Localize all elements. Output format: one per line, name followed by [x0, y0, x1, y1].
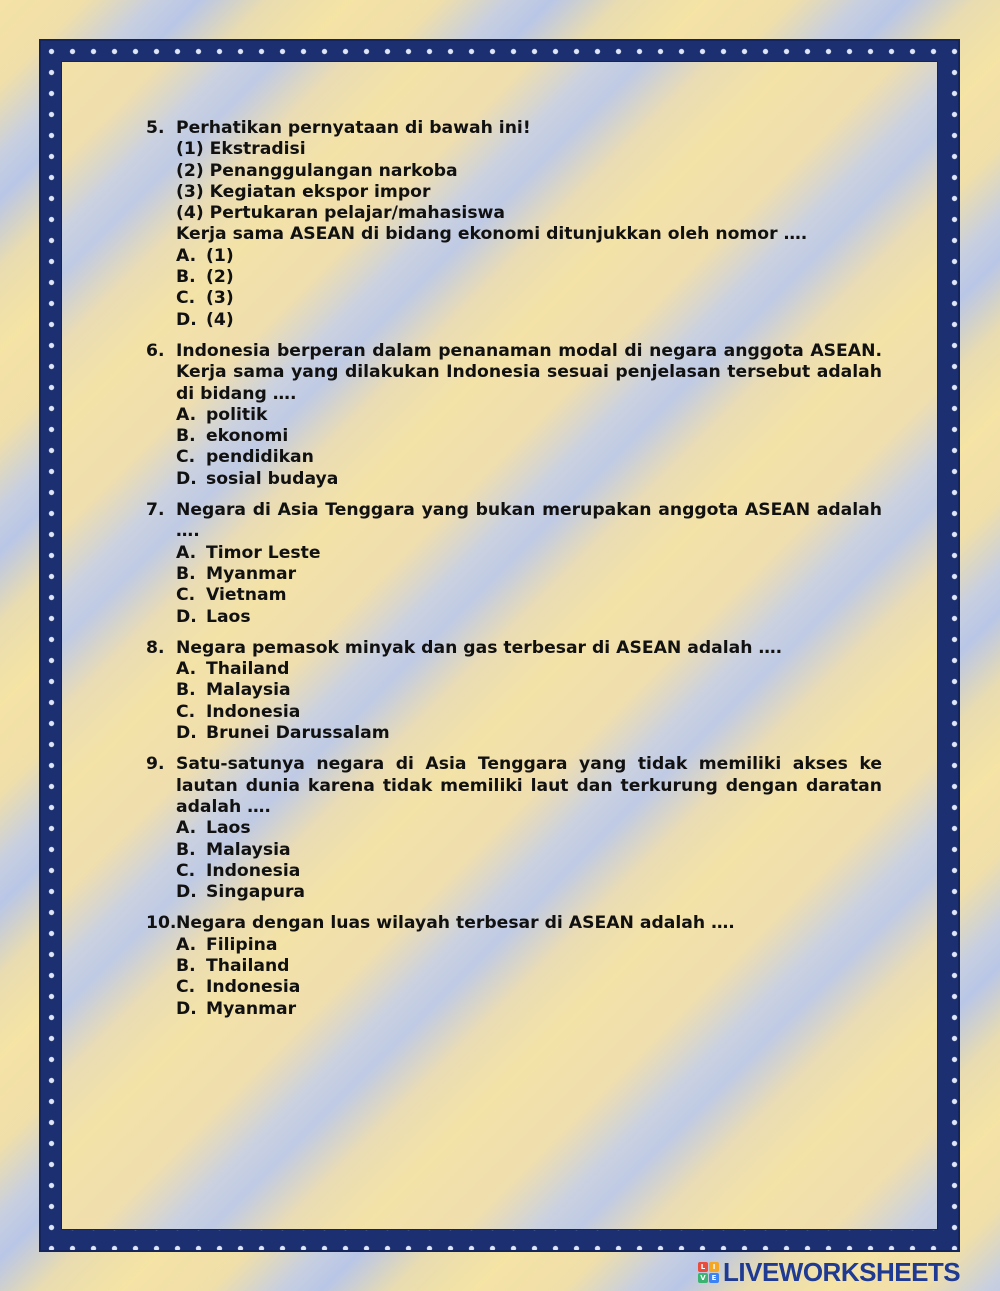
answer-option[interactable] — [176, 447, 882, 468]
option-text: Myanmar — [206, 998, 297, 1019]
answer-option[interactable] — [176, 246, 882, 267]
option-text: Brunei Darussalam — [206, 723, 390, 744]
question-stem — [176, 118, 882, 246]
option-letter: C. — [176, 288, 196, 309]
question-stem-line: Indonesia berperan dalam penanaman modal di negara anggota ASEAN. Kerja sama yang dilakukan Indonesia sesuai penjelasan tersebut adalah di bidang …. — [176, 340, 882, 404]
question-8 — [146, 638, 882, 744]
question-9 — [146, 754, 882, 903]
question-stem — [176, 500, 882, 543]
option-text: Malaysia — [206, 839, 291, 860]
question-body — [176, 500, 882, 628]
question-5 — [146, 118, 882, 331]
answer-option[interactable] — [176, 659, 882, 680]
question-stem-line: Negara di Asia Tenggara yang bukan merupakan anggota ASEAN adalah …. — [176, 500, 882, 542]
option-text: sosial budaya — [206, 468, 339, 489]
option-letter: A. — [176, 542, 197, 563]
option-letter: D. — [176, 606, 197, 627]
logo-icon-letter: E — [709, 1273, 719, 1283]
question-body — [176, 754, 882, 903]
option-text: (4) — [206, 309, 234, 330]
answer-options — [176, 405, 882, 490]
answer-option[interactable] — [176, 977, 882, 998]
option-text: Myanmar — [206, 563, 297, 584]
question-6 — [146, 341, 882, 490]
question-list — [146, 118, 882, 1030]
question-stem-line: Perhatikan pernyataan di bawah ini! — [176, 118, 531, 138]
option-letter: B. — [176, 680, 196, 701]
answer-option[interactable] — [176, 818, 882, 839]
answer-options — [176, 659, 882, 744]
option-text: Vietnam — [206, 585, 287, 606]
question-stem-line: Negara dengan luas wilayah terbesar di ASEAN adalah …. — [176, 913, 735, 934]
option-text: Laos — [206, 606, 251, 627]
option-letter: A. — [176, 818, 197, 839]
question-stem-line: Kerja sama ASEAN di bidang ekonomi ditunjukkan oleh nomor …. — [176, 224, 808, 245]
option-text: Thailand — [206, 659, 290, 680]
question-stem — [176, 913, 882, 934]
question-number: 10. — [146, 913, 177, 934]
option-letter: B. — [176, 426, 196, 447]
option-text: Thailand — [206, 955, 290, 976]
option-text: Laos — [206, 818, 251, 839]
option-letter: A. — [176, 404, 197, 425]
logo-text: LIVEWORKSHEETS — [723, 1257, 961, 1287]
question-number: 6. — [146, 340, 165, 361]
option-text: ekonomi — [206, 426, 289, 447]
option-text: Indonesia — [206, 977, 301, 998]
question-body — [176, 118, 882, 331]
answer-option[interactable] — [176, 607, 882, 628]
option-text: politik — [206, 404, 268, 425]
question-body — [176, 638, 882, 744]
option-letter: C. — [176, 701, 196, 722]
answer-option[interactable] — [176, 267, 882, 288]
option-letter: A. — [176, 934, 197, 955]
option-letter: B. — [176, 267, 196, 288]
question-stem-line: (4) Pertukaran pelajar/mahasiswa — [176, 203, 506, 224]
question-number: 5. — [146, 118, 165, 138]
answer-option[interactable] — [176, 935, 882, 956]
option-letter: D. — [176, 309, 197, 330]
question-number: 7. — [146, 500, 165, 521]
option-letter: D. — [176, 882, 197, 903]
answer-option[interactable] — [176, 956, 882, 977]
question-body — [176, 341, 882, 490]
answer-option[interactable] — [176, 861, 882, 882]
option-letter: B. — [176, 839, 196, 860]
option-letter: D. — [176, 723, 197, 744]
question-stem-line: (3) Kegiatan ekspor impor — [176, 181, 431, 202]
answer-option[interactable] — [176, 469, 882, 490]
option-text: Indonesia — [206, 701, 301, 722]
question-stem-line: (1) Ekstradisi — [176, 139, 306, 160]
answer-option[interactable] — [176, 680, 882, 701]
logo-icon-letter: V — [698, 1273, 708, 1283]
answer-option[interactable] — [176, 702, 882, 723]
option-text: (1) — [206, 245, 234, 266]
question-stem-line: Satu-satunya negara di Asia Tenggara yang tidak memiliki akses ke lautan dunia karena tidak memiliki laut dan terkurung dengan daratan adalah …. — [176, 754, 882, 817]
option-letter: C. — [176, 977, 196, 998]
question-stem — [176, 341, 882, 405]
question-stem-line: (2) Penanggulangan narkoba — [176, 160, 458, 181]
option-text: (2) — [206, 267, 234, 288]
option-text: Malaysia — [206, 680, 291, 701]
option-letter: A. — [176, 245, 197, 266]
option-letter: A. — [176, 659, 197, 680]
option-letter: C. — [176, 860, 196, 881]
option-letter: B. — [176, 955, 196, 976]
liveworksheets-logo[interactable] — [698, 1257, 960, 1288]
answer-options — [176, 543, 882, 628]
question-10 — [146, 913, 882, 1019]
answer-options — [176, 818, 882, 903]
answer-option[interactable] — [176, 288, 882, 309]
logo-icon-letter: L — [698, 1262, 708, 1272]
question-stem — [176, 754, 882, 818]
answer-option[interactable] — [176, 723, 882, 744]
answer-option[interactable] — [176, 543, 882, 564]
question-number: 9. — [146, 754, 165, 775]
answer-option[interactable] — [176, 310, 882, 331]
option-text: Timor Leste — [206, 542, 321, 563]
question-stem-line: Negara pemasok minyak dan gas terbesar di ASEAN adalah …. — [176, 637, 783, 658]
answer-option[interactable] — [176, 882, 882, 903]
answer-options — [176, 935, 882, 1020]
answer-option[interactable] — [176, 405, 882, 426]
question-stem — [176, 638, 882, 659]
option-text: pendidikan — [206, 447, 314, 468]
answer-option[interactable] — [176, 585, 882, 606]
question-body — [176, 913, 882, 1019]
logo-icon — [698, 1262, 719, 1283]
answer-option[interactable] — [176, 840, 882, 861]
option-letter: C. — [176, 585, 196, 606]
option-text: Filipina — [206, 934, 278, 955]
option-text: (3) — [206, 288, 234, 309]
option-letter: B. — [176, 563, 196, 584]
option-text: Indonesia — [206, 860, 301, 881]
question-7 — [146, 500, 882, 628]
option-letter: D. — [176, 998, 197, 1019]
option-letter: C. — [176, 447, 196, 468]
logo-icon-letter: I — [709, 1262, 719, 1272]
answer-options — [176, 246, 882, 331]
option-letter: D. — [176, 468, 197, 489]
answer-option[interactable] — [176, 426, 882, 447]
option-text: Singapura — [206, 882, 306, 903]
answer-option[interactable] — [176, 564, 882, 585]
question-number: 8. — [146, 637, 165, 658]
answer-option[interactable] — [176, 999, 882, 1020]
